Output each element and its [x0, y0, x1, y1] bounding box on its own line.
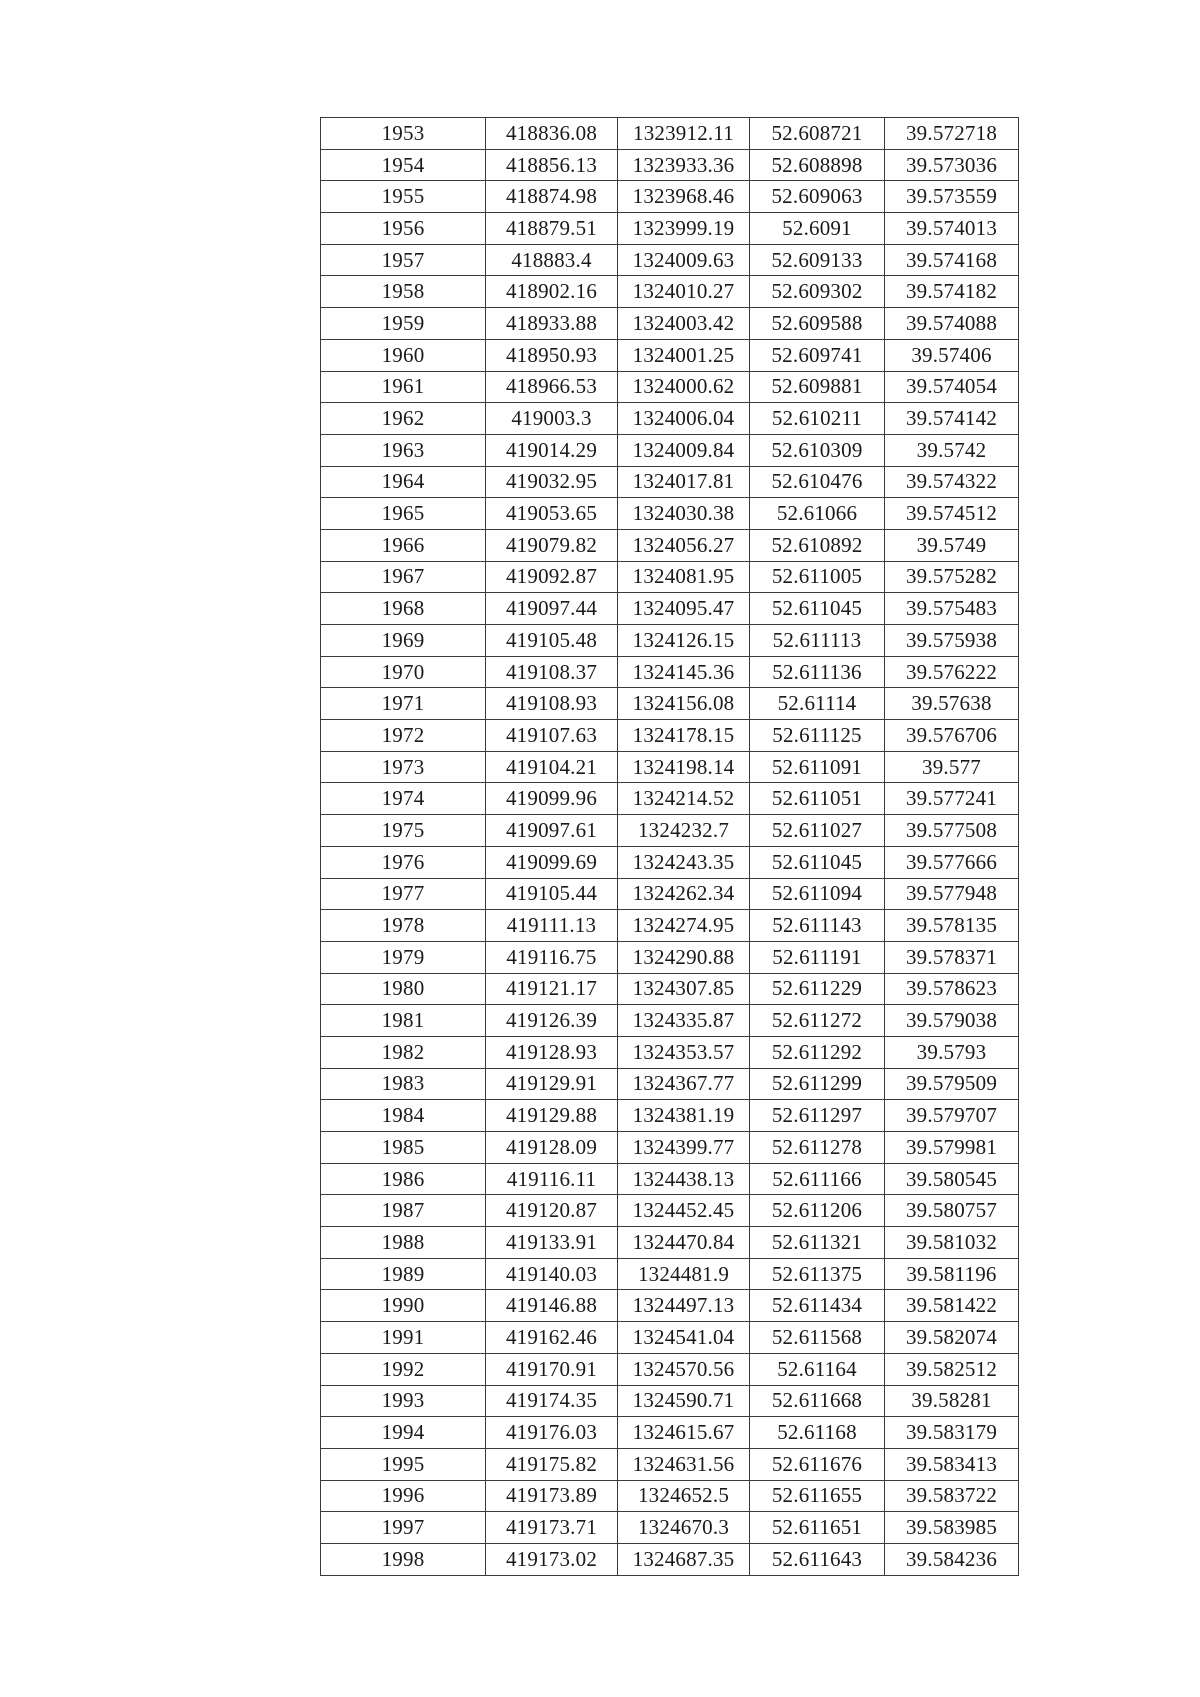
table-row [321, 1132, 1019, 1164]
latitude-cell: 52.609741 [750, 339, 885, 371]
longitude-cell: 39.5742 [885, 434, 1019, 466]
point-id-cell: 1993 [321, 1385, 486, 1417]
point-id-cell: 1977 [321, 878, 486, 910]
latitude-cell: 52.611297 [750, 1100, 885, 1132]
x-coordinate-cell: 419079.82 [486, 529, 618, 561]
x-coordinate-cell: 419014.29 [486, 434, 618, 466]
latitude-cell: 52.611091 [750, 751, 885, 783]
point-id-cell: 1965 [321, 498, 486, 530]
y-coordinate-cell: 1324156.08 [618, 688, 750, 720]
y-coordinate-cell: 1324145.36 [618, 656, 750, 688]
x-coordinate-cell: 419097.44 [486, 593, 618, 625]
table-row [321, 783, 1019, 815]
table-row [321, 1480, 1019, 1512]
table-row [321, 1227, 1019, 1259]
longitude-cell: 39.581032 [885, 1227, 1019, 1259]
x-coordinate-cell: 419174.35 [486, 1385, 618, 1417]
point-id-cell: 1967 [321, 561, 486, 593]
table-row [321, 529, 1019, 561]
x-coordinate-cell: 419108.93 [486, 688, 618, 720]
x-coordinate-cell: 419108.37 [486, 656, 618, 688]
longitude-cell: 39.573559 [885, 181, 1019, 213]
point-id-cell: 1959 [321, 308, 486, 340]
latitude-cell: 52.611272 [750, 1005, 885, 1037]
point-id-cell: 1979 [321, 941, 486, 973]
x-coordinate-cell: 419092.87 [486, 561, 618, 593]
y-coordinate-cell: 1324367.77 [618, 1068, 750, 1100]
y-coordinate-cell: 1324335.87 [618, 1005, 750, 1037]
latitude-cell: 52.61066 [750, 498, 885, 530]
x-coordinate-cell: 419133.91 [486, 1227, 618, 1259]
point-id-cell: 1958 [321, 276, 486, 308]
y-coordinate-cell: 1324243.35 [618, 846, 750, 878]
y-coordinate-cell: 1324056.27 [618, 529, 750, 561]
x-coordinate-cell: 418966.53 [486, 371, 618, 403]
y-coordinate-cell: 1324438.13 [618, 1163, 750, 1195]
point-id-cell: 1964 [321, 466, 486, 498]
table-row [321, 1290, 1019, 1322]
x-coordinate-cell: 418879.51 [486, 213, 618, 245]
longitude-cell: 39.576706 [885, 720, 1019, 752]
y-coordinate-cell: 1324481.9 [618, 1258, 750, 1290]
longitude-cell: 39.578135 [885, 910, 1019, 942]
y-coordinate-cell: 1324001.25 [618, 339, 750, 371]
point-id-cell: 1968 [321, 593, 486, 625]
latitude-cell: 52.611299 [750, 1068, 885, 1100]
table-row [321, 1100, 1019, 1132]
x-coordinate-cell: 419128.09 [486, 1132, 618, 1164]
table-row [321, 1385, 1019, 1417]
x-coordinate-cell: 419129.88 [486, 1100, 618, 1132]
x-coordinate-cell: 418836.08 [486, 118, 618, 150]
longitude-cell: 39.579509 [885, 1068, 1019, 1100]
longitude-cell: 39.58281 [885, 1385, 1019, 1417]
x-coordinate-cell: 418874.98 [486, 181, 618, 213]
table-row [321, 1417, 1019, 1449]
y-coordinate-cell: 1324006.04 [618, 403, 750, 435]
x-coordinate-cell: 418883.4 [486, 244, 618, 276]
y-coordinate-cell: 1324290.88 [618, 941, 750, 973]
x-coordinate-cell: 419105.44 [486, 878, 618, 910]
y-coordinate-cell: 1324353.57 [618, 1036, 750, 1068]
latitude-cell: 52.611655 [750, 1480, 885, 1512]
latitude-cell: 52.611668 [750, 1385, 885, 1417]
longitude-cell: 39.575282 [885, 561, 1019, 593]
table-row [321, 1163, 1019, 1195]
table-row [321, 973, 1019, 1005]
point-id-cell: 1975 [321, 815, 486, 847]
y-coordinate-cell: 1324009.63 [618, 244, 750, 276]
y-coordinate-cell: 1324009.84 [618, 434, 750, 466]
latitude-cell: 52.611166 [750, 1163, 885, 1195]
y-coordinate-cell: 1324214.52 [618, 783, 750, 815]
y-coordinate-cell: 1323933.36 [618, 149, 750, 181]
table-body [321, 118, 1019, 1576]
point-id-cell: 1956 [321, 213, 486, 245]
y-coordinate-cell: 1324307.85 [618, 973, 750, 1005]
x-coordinate-cell: 419107.63 [486, 720, 618, 752]
longitude-cell: 39.575483 [885, 593, 1019, 625]
y-coordinate-cell: 1324687.35 [618, 1543, 750, 1575]
x-coordinate-cell: 419162.46 [486, 1322, 618, 1354]
point-id-cell: 1989 [321, 1258, 486, 1290]
x-coordinate-cell: 419003.3 [486, 403, 618, 435]
longitude-cell: 39.572718 [885, 118, 1019, 150]
longitude-cell: 39.577666 [885, 846, 1019, 878]
y-coordinate-cell: 1324198.14 [618, 751, 750, 783]
latitude-cell: 52.609881 [750, 371, 885, 403]
point-id-cell: 1955 [321, 181, 486, 213]
y-coordinate-cell: 1324590.71 [618, 1385, 750, 1417]
latitude-cell: 52.611045 [750, 846, 885, 878]
point-id-cell: 1973 [321, 751, 486, 783]
latitude-cell: 52.611143 [750, 910, 885, 942]
table-row [321, 466, 1019, 498]
y-coordinate-cell: 1324541.04 [618, 1322, 750, 1354]
y-coordinate-cell: 1324095.47 [618, 593, 750, 625]
point-id-cell: 1953 [321, 118, 486, 150]
point-id-cell: 1997 [321, 1512, 486, 1544]
x-coordinate-cell: 419104.21 [486, 751, 618, 783]
table-row [321, 371, 1019, 403]
longitude-cell: 39.582512 [885, 1353, 1019, 1385]
table-row [321, 1068, 1019, 1100]
y-coordinate-cell: 1323912.11 [618, 118, 750, 150]
point-id-cell: 1969 [321, 625, 486, 657]
longitude-cell: 39.582074 [885, 1322, 1019, 1354]
longitude-cell: 39.578371 [885, 941, 1019, 973]
x-coordinate-cell: 419176.03 [486, 1417, 618, 1449]
longitude-cell: 39.574322 [885, 466, 1019, 498]
point-id-cell: 1981 [321, 1005, 486, 1037]
longitude-cell: 39.579707 [885, 1100, 1019, 1132]
point-id-cell: 1954 [321, 149, 486, 181]
point-id-cell: 1980 [321, 973, 486, 1005]
point-id-cell: 1962 [321, 403, 486, 435]
y-coordinate-cell: 1324010.27 [618, 276, 750, 308]
longitude-cell: 39.583722 [885, 1480, 1019, 1512]
table-row [321, 118, 1019, 150]
point-id-cell: 1988 [321, 1227, 486, 1259]
table-row [321, 720, 1019, 752]
table-row [321, 403, 1019, 435]
x-coordinate-cell: 419116.11 [486, 1163, 618, 1195]
x-coordinate-cell: 419173.71 [486, 1512, 618, 1544]
x-coordinate-cell: 418902.16 [486, 276, 618, 308]
latitude-cell: 52.611113 [750, 625, 885, 657]
x-coordinate-cell: 419105.48 [486, 625, 618, 657]
point-id-cell: 1994 [321, 1417, 486, 1449]
point-id-cell: 1996 [321, 1480, 486, 1512]
latitude-cell: 52.611434 [750, 1290, 885, 1322]
latitude-cell: 52.611191 [750, 941, 885, 973]
point-id-cell: 1963 [321, 434, 486, 466]
point-id-cell: 1986 [321, 1163, 486, 1195]
x-coordinate-cell: 419170.91 [486, 1353, 618, 1385]
longitude-cell: 39.574168 [885, 244, 1019, 276]
y-coordinate-cell: 1324670.3 [618, 1512, 750, 1544]
x-coordinate-cell: 419173.89 [486, 1480, 618, 1512]
longitude-cell: 39.580757 [885, 1195, 1019, 1227]
point-id-cell: 1976 [321, 846, 486, 878]
y-coordinate-cell: 1324178.15 [618, 720, 750, 752]
y-coordinate-cell: 1324274.95 [618, 910, 750, 942]
point-id-cell: 1998 [321, 1543, 486, 1575]
x-coordinate-cell: 419175.82 [486, 1448, 618, 1480]
table-row [321, 244, 1019, 276]
table-row [321, 593, 1019, 625]
longitude-cell: 39.576222 [885, 656, 1019, 688]
longitude-cell: 39.575938 [885, 625, 1019, 657]
y-coordinate-cell: 1324126.15 [618, 625, 750, 657]
longitude-cell: 39.584236 [885, 1543, 1019, 1575]
x-coordinate-cell: 418856.13 [486, 149, 618, 181]
x-coordinate-cell: 419111.13 [486, 910, 618, 942]
latitude-cell: 52.611027 [750, 815, 885, 847]
coordinate-table [320, 117, 1019, 1576]
latitude-cell: 52.610892 [750, 529, 885, 561]
point-id-cell: 1961 [321, 371, 486, 403]
latitude-cell: 52.61164 [750, 1353, 885, 1385]
longitude-cell: 39.577241 [885, 783, 1019, 815]
longitude-cell: 39.581422 [885, 1290, 1019, 1322]
y-coordinate-cell: 1324017.81 [618, 466, 750, 498]
table-row [321, 910, 1019, 942]
latitude-cell: 52.611045 [750, 593, 885, 625]
table-row [321, 1195, 1019, 1227]
point-id-cell: 1992 [321, 1353, 486, 1385]
longitude-cell: 39.583179 [885, 1417, 1019, 1449]
longitude-cell: 39.577508 [885, 815, 1019, 847]
table-row [321, 846, 1019, 878]
latitude-cell: 52.611568 [750, 1322, 885, 1354]
latitude-cell: 52.611375 [750, 1258, 885, 1290]
point-id-cell: 1987 [321, 1195, 486, 1227]
point-id-cell: 1972 [321, 720, 486, 752]
longitude-cell: 39.574182 [885, 276, 1019, 308]
longitude-cell: 39.577948 [885, 878, 1019, 910]
point-id-cell: 1995 [321, 1448, 486, 1480]
longitude-cell: 39.577 [885, 751, 1019, 783]
latitude-cell: 52.611321 [750, 1227, 885, 1259]
longitude-cell: 39.579038 [885, 1005, 1019, 1037]
longitude-cell: 39.573036 [885, 149, 1019, 181]
longitude-cell: 39.57406 [885, 339, 1019, 371]
point-id-cell: 1985 [321, 1132, 486, 1164]
x-coordinate-cell: 419173.02 [486, 1543, 618, 1575]
longitude-cell: 39.579981 [885, 1132, 1019, 1164]
latitude-cell: 52.611643 [750, 1543, 885, 1575]
y-coordinate-cell: 1324497.13 [618, 1290, 750, 1322]
y-coordinate-cell: 1324381.19 [618, 1100, 750, 1132]
table-row [321, 213, 1019, 245]
table-row [321, 308, 1019, 340]
point-id-cell: 1990 [321, 1290, 486, 1322]
longitude-cell: 39.574142 [885, 403, 1019, 435]
longitude-cell: 39.57638 [885, 688, 1019, 720]
y-coordinate-cell: 1324652.5 [618, 1480, 750, 1512]
latitude-cell: 52.610211 [750, 403, 885, 435]
latitude-cell: 52.611136 [750, 656, 885, 688]
x-coordinate-cell: 419128.93 [486, 1036, 618, 1068]
y-coordinate-cell: 1324232.7 [618, 815, 750, 847]
y-coordinate-cell: 1323999.19 [618, 213, 750, 245]
y-coordinate-cell: 1324452.45 [618, 1195, 750, 1227]
table-row [321, 751, 1019, 783]
longitude-cell: 39.574512 [885, 498, 1019, 530]
x-coordinate-cell: 419053.65 [486, 498, 618, 530]
point-id-cell: 1974 [321, 783, 486, 815]
y-coordinate-cell: 1324262.34 [618, 878, 750, 910]
y-coordinate-cell: 1324081.95 [618, 561, 750, 593]
latitude-cell: 52.611051 [750, 783, 885, 815]
table-row [321, 941, 1019, 973]
table-row [321, 1512, 1019, 1544]
x-coordinate-cell: 419032.95 [486, 466, 618, 498]
point-id-cell: 1971 [321, 688, 486, 720]
latitude-cell: 52.61114 [750, 688, 885, 720]
y-coordinate-cell: 1324570.56 [618, 1353, 750, 1385]
x-coordinate-cell: 419099.69 [486, 846, 618, 878]
latitude-cell: 52.6091 [750, 213, 885, 245]
table-row [321, 149, 1019, 181]
point-id-cell: 1983 [321, 1068, 486, 1100]
latitude-cell: 52.608898 [750, 149, 885, 181]
point-id-cell: 1966 [321, 529, 486, 561]
latitude-cell: 52.61168 [750, 1417, 885, 1449]
latitude-cell: 52.609588 [750, 308, 885, 340]
longitude-cell: 39.574088 [885, 308, 1019, 340]
table-row [321, 688, 1019, 720]
y-coordinate-cell: 1324399.77 [618, 1132, 750, 1164]
y-coordinate-cell: 1324615.67 [618, 1417, 750, 1449]
table-row [321, 815, 1019, 847]
latitude-cell: 52.609133 [750, 244, 885, 276]
latitude-cell: 52.609302 [750, 276, 885, 308]
latitude-cell: 52.610476 [750, 466, 885, 498]
table-row [321, 561, 1019, 593]
x-coordinate-cell: 419121.17 [486, 973, 618, 1005]
table-row [321, 625, 1019, 657]
table-row [321, 1353, 1019, 1385]
latitude-cell: 52.611278 [750, 1132, 885, 1164]
latitude-cell: 52.611206 [750, 1195, 885, 1227]
table-row [321, 1322, 1019, 1354]
table-row [321, 1036, 1019, 1068]
longitude-cell: 39.574054 [885, 371, 1019, 403]
latitude-cell: 52.611651 [750, 1512, 885, 1544]
x-coordinate-cell: 419097.61 [486, 815, 618, 847]
latitude-cell: 52.610309 [750, 434, 885, 466]
latitude-cell: 52.609063 [750, 181, 885, 213]
x-coordinate-cell: 419120.87 [486, 1195, 618, 1227]
x-coordinate-cell: 419126.39 [486, 1005, 618, 1037]
table-row [321, 339, 1019, 371]
point-id-cell: 1978 [321, 910, 486, 942]
longitude-cell: 39.578623 [885, 973, 1019, 1005]
x-coordinate-cell: 419146.88 [486, 1290, 618, 1322]
point-id-cell: 1991 [321, 1322, 486, 1354]
point-id-cell: 1970 [321, 656, 486, 688]
table-row [321, 434, 1019, 466]
longitude-cell: 39.5749 [885, 529, 1019, 561]
table-row [321, 1543, 1019, 1575]
x-coordinate-cell: 419140.03 [486, 1258, 618, 1290]
latitude-cell: 52.611292 [750, 1036, 885, 1068]
table-row [321, 1005, 1019, 1037]
table-row [321, 656, 1019, 688]
point-id-cell: 1984 [321, 1100, 486, 1132]
x-coordinate-cell: 419116.75 [486, 941, 618, 973]
table-row [321, 181, 1019, 213]
latitude-cell: 52.611094 [750, 878, 885, 910]
latitude-cell: 52.611005 [750, 561, 885, 593]
point-id-cell: 1982 [321, 1036, 486, 1068]
point-id-cell: 1960 [321, 339, 486, 371]
x-coordinate-cell: 419099.96 [486, 783, 618, 815]
table-row [321, 1448, 1019, 1480]
y-coordinate-cell: 1324003.42 [618, 308, 750, 340]
table-row [321, 878, 1019, 910]
x-coordinate-cell: 418933.88 [486, 308, 618, 340]
y-coordinate-cell: 1323968.46 [618, 181, 750, 213]
y-coordinate-cell: 1324470.84 [618, 1227, 750, 1259]
longitude-cell: 39.583413 [885, 1448, 1019, 1480]
table-row [321, 498, 1019, 530]
longitude-cell: 39.583985 [885, 1512, 1019, 1544]
longitude-cell: 39.574013 [885, 213, 1019, 245]
table-row [321, 1258, 1019, 1290]
x-coordinate-cell: 418950.93 [486, 339, 618, 371]
table-row [321, 276, 1019, 308]
point-id-cell: 1957 [321, 244, 486, 276]
x-coordinate-cell: 419129.91 [486, 1068, 618, 1100]
latitude-cell: 52.611125 [750, 720, 885, 752]
y-coordinate-cell: 1324631.56 [618, 1448, 750, 1480]
latitude-cell: 52.608721 [750, 118, 885, 150]
y-coordinate-cell: 1324030.38 [618, 498, 750, 530]
longitude-cell: 39.581196 [885, 1258, 1019, 1290]
longitude-cell: 39.5793 [885, 1036, 1019, 1068]
y-coordinate-cell: 1324000.62 [618, 371, 750, 403]
latitude-cell: 52.611229 [750, 973, 885, 1005]
latitude-cell: 52.611676 [750, 1448, 885, 1480]
longitude-cell: 39.580545 [885, 1163, 1019, 1195]
